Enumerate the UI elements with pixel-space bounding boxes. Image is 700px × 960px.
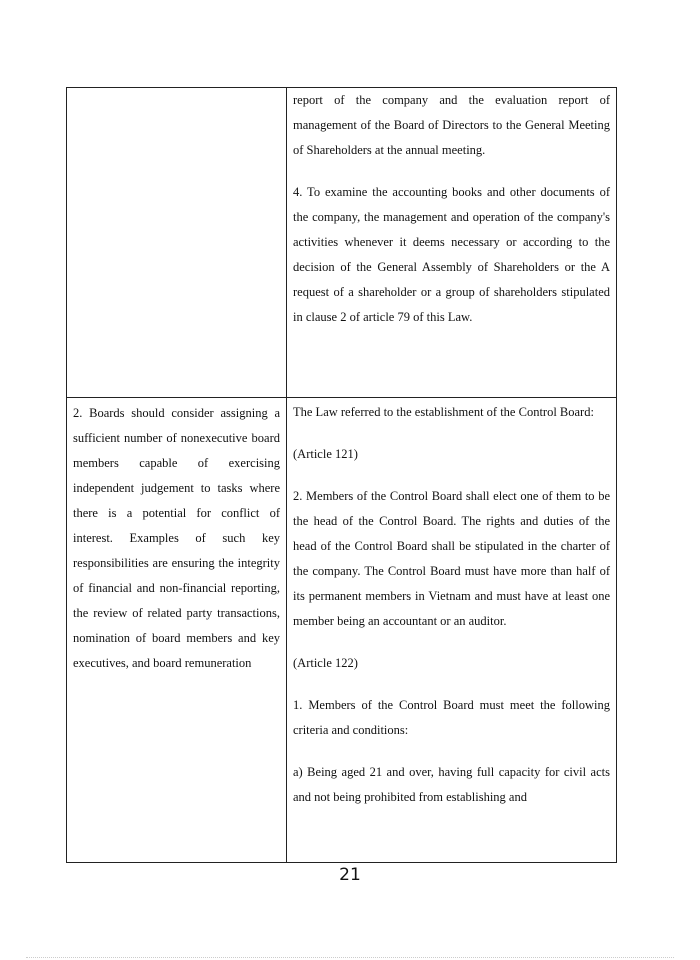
paragraph: 4. To examine the accounting books and other documents of the company, the management and operation of the company's activities whenever it deems necessary or according to the decision of the General Assembly of Shareholders or the A request of a shareholder or a group of shareholders stipulated in clause 2 of article 79 of this Law.: [293, 185, 610, 324]
table-cell-left: [67, 398, 287, 863]
paragraph: a) Being aged 21 and over, having full capacity for civil acts and not being prohibited from establishing and: [293, 765, 610, 804]
table-cell-left-empty: [67, 88, 287, 398]
comparison-table: [66, 87, 617, 863]
paragraph: 1. Members of the Control Board must meet the following criteria and conditions:: [293, 698, 610, 737]
paragraph: The Law referred to the establishment of the Control Board:: [293, 405, 594, 419]
paragraph: 2. Members of the Control Board shall elect one of them to be the head of the Control Board. The rights and duties of the head of the Control Board shall be stipulated in the charter of the company. The Control Board must have more than half of its permanent members in Vietnam and must have at least one member being an accountant or an auditor.: [293, 489, 610, 628]
paragraph: (Article 122): [293, 656, 358, 670]
table-row: [67, 88, 617, 398]
cell-text: 2. Boards should consider assigning a sufficient number of nonexecutive board members capable of exercising independent judgement to tasks where there is a potential for conflict of interest. Examples of such key responsibilities are ensuring the integrity of financial and non-financial reporting, the review of related party transactions, nomination of board members and key executives, and board remuneration: [73, 406, 280, 670]
table-cell-right: [287, 88, 617, 398]
table-cell-right: [287, 398, 617, 863]
page-number: 21: [339, 865, 361, 885]
footer-divider: [26, 957, 674, 958]
paragraph: (Article 121): [293, 447, 358, 461]
table-row: [67, 398, 617, 863]
paragraph: report of the company and the evaluation report of management of the Board of Directors to the General Meeting of Shareholders at the annual meeting.: [293, 93, 610, 157]
